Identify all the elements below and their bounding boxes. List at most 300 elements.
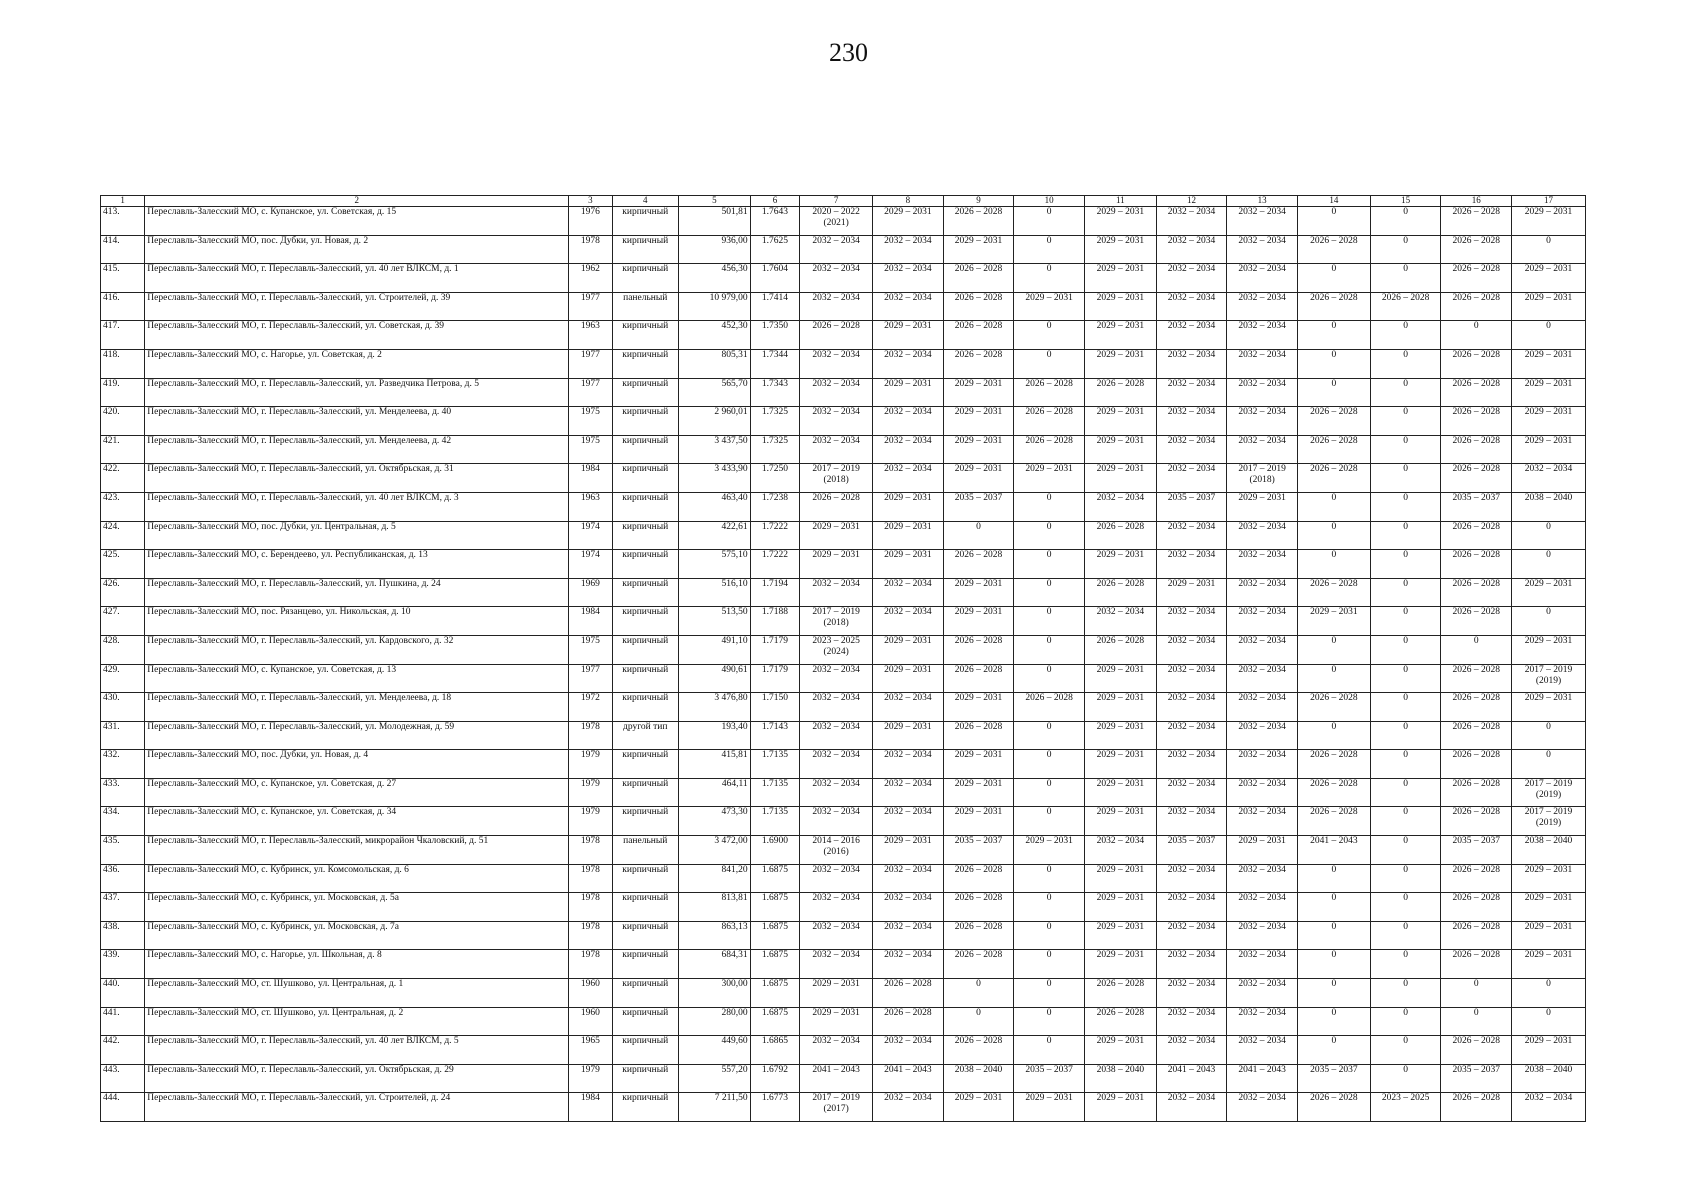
period-col-13-cell: 2032 – 2034 bbox=[1227, 550, 1298, 579]
period-col-13-cell: 2032 – 2034 bbox=[1227, 378, 1298, 407]
period-col-13-cell: 2032 – 2034 bbox=[1227, 435, 1298, 464]
row-number-cell: 438. bbox=[101, 921, 145, 950]
period-col-10-cell: 0 bbox=[1014, 1036, 1085, 1065]
wall-material-cell: кирпичный bbox=[612, 378, 678, 407]
period-col-9-cell: 0 bbox=[943, 1007, 1014, 1036]
period-col-16-cell: 2026 – 2028 bbox=[1441, 292, 1512, 321]
period-col-8-cell: 2029 – 2031 bbox=[873, 521, 944, 550]
period-col-10-cell: 0 bbox=[1014, 979, 1085, 1008]
period-col-8-cell: 2041 – 2043 bbox=[873, 1064, 944, 1093]
period-col-8-cell: 2032 – 2034 bbox=[873, 349, 944, 378]
period-col-10-cell: 0 bbox=[1014, 664, 1085, 693]
period-col-17-cell: 2029 – 2031 bbox=[1512, 1036, 1586, 1065]
period-col-15-cell: 0 bbox=[1370, 607, 1441, 636]
period-col-17-cell: 2029 – 2031 bbox=[1512, 950, 1586, 979]
period-col-9-cell: 2026 – 2028 bbox=[943, 864, 1014, 893]
priority-index-cell: 1.7238 bbox=[750, 492, 800, 521]
column-header-10: 10 bbox=[1014, 196, 1085, 207]
period-col-11-cell: 2029 – 2031 bbox=[1084, 893, 1156, 922]
period-col-14-cell: 2035 – 2037 bbox=[1298, 1064, 1371, 1093]
period-col-9-cell: 2026 – 2028 bbox=[943, 349, 1014, 378]
period-col-15-cell: 2026 – 2028 bbox=[1370, 292, 1441, 321]
period-col-17-cell: 2029 – 2031 bbox=[1512, 292, 1586, 321]
wall-material-cell: кирпичный bbox=[612, 1036, 678, 1065]
area-cell: 863,13 bbox=[678, 921, 750, 950]
period-col-15-cell: 0 bbox=[1370, 1036, 1441, 1065]
period-col-15-cell: 0 bbox=[1370, 807, 1441, 836]
address-cell: Переславль-Залесский МО, г. Переславль-Залесский, ул. Октябрьская, д. 31 bbox=[145, 464, 569, 493]
period-col-12-cell: 2032 – 2034 bbox=[1156, 292, 1227, 321]
wall-material-cell: кирпичный bbox=[612, 750, 678, 779]
address-cell: Переславль-Залесский МО, пос. Дубки, ул. Центральная, д. 5 bbox=[145, 521, 569, 550]
area-cell: 3 472,00 bbox=[678, 836, 750, 865]
wall-material-cell: кирпичный bbox=[612, 693, 678, 722]
period-col-14-cell: 2041 – 2043 bbox=[1298, 836, 1371, 865]
period-col-14-cell: 0 bbox=[1298, 1036, 1371, 1065]
period-col-14-cell: 2026 – 2028 bbox=[1298, 750, 1371, 779]
table-row bbox=[101, 1036, 1586, 1065]
period-col-16-cell: 2026 – 2028 bbox=[1441, 578, 1512, 607]
period-col-15-cell: 0 bbox=[1370, 321, 1441, 350]
period-col-9-cell: 2035 – 2037 bbox=[943, 836, 1014, 865]
period-col-15-cell: 0 bbox=[1370, 207, 1441, 236]
period-col-7-cell: 2029 – 2031 bbox=[800, 979, 873, 1008]
period-col-16-cell: 2026 – 2028 bbox=[1441, 607, 1512, 636]
wall-material-cell: кирпичный bbox=[612, 664, 678, 693]
year-built-cell: 1969 bbox=[569, 578, 612, 607]
period-col-10-cell: 0 bbox=[1014, 950, 1085, 979]
address-cell: Переславль-Залесский МО, с. Купанское, ул. Советская, д. 13 bbox=[145, 664, 569, 693]
year-built-cell: 1974 bbox=[569, 550, 612, 579]
period-col-8-cell: 2032 – 2034 bbox=[873, 693, 944, 722]
period-col-11-cell: 2029 – 2031 bbox=[1084, 950, 1156, 979]
address-cell: Переславль-Залесский МО, ст. Шушково, ул. Центральная, д. 1 bbox=[145, 979, 569, 1008]
priority-index-cell: 1.6875 bbox=[750, 979, 800, 1008]
row-number-cell: 441. bbox=[101, 1007, 145, 1036]
priority-index-cell: 1.7344 bbox=[750, 349, 800, 378]
period-col-10-cell: 0 bbox=[1014, 921, 1085, 950]
row-number-cell: 442. bbox=[101, 1036, 145, 1065]
priority-index-cell: 1.7194 bbox=[750, 578, 800, 607]
period-col-11-cell: 2038 – 2040 bbox=[1084, 1064, 1156, 1093]
period-col-13-cell: 2032 – 2034 bbox=[1227, 979, 1298, 1008]
address-cell: Переславль-Залесский МО, с. Купанское, ул. Советская, д. 34 bbox=[145, 807, 569, 836]
address-cell: Переславль-Залесский МО, г. Переславль-Залесский, ул. 40 лет ВЛКСМ, д. 1 bbox=[145, 264, 569, 293]
priority-index-cell: 1.7150 bbox=[750, 693, 800, 722]
wall-material-cell: кирпичный bbox=[612, 1064, 678, 1093]
period-col-8-cell: 2032 – 2034 bbox=[873, 778, 944, 807]
row-number-cell: 414. bbox=[101, 235, 145, 264]
wall-material-cell: кирпичный bbox=[612, 950, 678, 979]
period-col-11-cell: 2029 – 2031 bbox=[1084, 464, 1156, 493]
period-col-10-cell: 0 bbox=[1014, 349, 1085, 378]
wall-material-cell: кирпичный bbox=[612, 550, 678, 579]
period-col-11-cell: 2026 – 2028 bbox=[1084, 578, 1156, 607]
table-row bbox=[101, 492, 1586, 521]
wall-material-cell: кирпичный bbox=[612, 807, 678, 836]
row-number-cell: 423. bbox=[101, 492, 145, 521]
row-number-cell: 427. bbox=[101, 607, 145, 636]
period-col-11-cell: 2029 – 2031 bbox=[1084, 864, 1156, 893]
period-col-13-cell: 2032 – 2034 bbox=[1227, 349, 1298, 378]
table-row bbox=[101, 921, 1586, 950]
column-header-13: 13 bbox=[1227, 196, 1298, 207]
address-cell: Переславль-Залесский МО, г. Переславль-Залесский, ул. Кардовского, д. 32 bbox=[145, 635, 569, 664]
priority-index-cell: 1.6875 bbox=[750, 921, 800, 950]
period-col-11-cell: 2026 – 2028 bbox=[1084, 979, 1156, 1008]
period-col-9-cell: 2035 – 2037 bbox=[943, 492, 1014, 521]
period-col-17-cell: 2017 – 2019 (2019) bbox=[1512, 807, 1586, 836]
area-cell: 193,40 bbox=[678, 721, 750, 750]
period-col-17-cell: 2017 – 2019 (2019) bbox=[1512, 778, 1586, 807]
period-col-13-cell: 2032 – 2034 bbox=[1227, 721, 1298, 750]
area-cell: 7 211,50 bbox=[678, 1093, 750, 1122]
period-col-13-cell: 2029 – 2031 bbox=[1227, 836, 1298, 865]
row-number-cell: 413. bbox=[101, 207, 145, 236]
period-col-11-cell: 2029 – 2031 bbox=[1084, 1093, 1156, 1122]
priority-index-cell: 1.7179 bbox=[750, 664, 800, 693]
period-col-12-cell: 2032 – 2034 bbox=[1156, 235, 1227, 264]
table-row bbox=[101, 464, 1586, 493]
row-number-cell: 417. bbox=[101, 321, 145, 350]
table-row bbox=[101, 292, 1586, 321]
period-col-16-cell: 0 bbox=[1441, 321, 1512, 350]
row-number-cell: 437. bbox=[101, 893, 145, 922]
period-col-9-cell: 2029 – 2031 bbox=[943, 750, 1014, 779]
period-col-17-cell: 2029 – 2031 bbox=[1512, 578, 1586, 607]
period-col-12-cell: 2035 – 2037 bbox=[1156, 492, 1227, 521]
area-cell: 473,30 bbox=[678, 807, 750, 836]
period-col-16-cell: 2026 – 2028 bbox=[1441, 521, 1512, 550]
area-cell: 490,61 bbox=[678, 664, 750, 693]
period-col-9-cell: 2029 – 2031 bbox=[943, 378, 1014, 407]
period-col-8-cell: 2029 – 2031 bbox=[873, 378, 944, 407]
period-col-12-cell: 2032 – 2034 bbox=[1156, 464, 1227, 493]
period-col-12-cell: 2032 – 2034 bbox=[1156, 349, 1227, 378]
address-cell: Переславль-Залесский МО, г. Переславль-Залесский, ул. Октябрьская, д. 29 bbox=[145, 1064, 569, 1093]
period-col-15-cell: 0 bbox=[1370, 521, 1441, 550]
period-col-14-cell: 0 bbox=[1298, 664, 1371, 693]
area-cell: 557,20 bbox=[678, 1064, 750, 1093]
period-col-8-cell: 2026 – 2028 bbox=[873, 1007, 944, 1036]
period-col-12-cell: 2032 – 2034 bbox=[1156, 607, 1227, 636]
period-col-13-cell: 2029 – 2031 bbox=[1227, 492, 1298, 521]
period-col-9-cell: 2029 – 2031 bbox=[943, 1093, 1014, 1122]
period-col-13-cell: 2032 – 2034 bbox=[1227, 664, 1298, 693]
period-col-13-cell: 2032 – 2034 bbox=[1227, 207, 1298, 236]
table-row bbox=[101, 264, 1586, 293]
row-number-cell: 418. bbox=[101, 349, 145, 378]
table-row bbox=[101, 778, 1586, 807]
table-row bbox=[101, 207, 1586, 236]
table-row bbox=[101, 378, 1586, 407]
period-col-10-cell: 0 bbox=[1014, 893, 1085, 922]
period-col-12-cell: 2032 – 2034 bbox=[1156, 921, 1227, 950]
period-col-9-cell: 2029 – 2031 bbox=[943, 578, 1014, 607]
table-row bbox=[101, 321, 1586, 350]
period-col-14-cell: 0 bbox=[1298, 550, 1371, 579]
period-col-14-cell: 2026 – 2028 bbox=[1298, 693, 1371, 722]
period-col-17-cell: 0 bbox=[1512, 550, 1586, 579]
period-col-17-cell: 2029 – 2031 bbox=[1512, 378, 1586, 407]
year-built-cell: 1974 bbox=[569, 521, 612, 550]
wall-material-cell: кирпичный bbox=[612, 264, 678, 293]
period-col-15-cell: 0 bbox=[1370, 1007, 1441, 1036]
period-col-9-cell: 2038 – 2040 bbox=[943, 1064, 1014, 1093]
column-header-14: 14 bbox=[1298, 196, 1371, 207]
period-col-14-cell: 2026 – 2028 bbox=[1298, 407, 1371, 436]
period-col-17-cell: 0 bbox=[1512, 979, 1586, 1008]
period-col-12-cell: 2032 – 2034 bbox=[1156, 435, 1227, 464]
period-col-11-cell: 2029 – 2031 bbox=[1084, 693, 1156, 722]
period-col-7-cell: 2029 – 2031 bbox=[800, 1007, 873, 1036]
period-col-9-cell: 2029 – 2031 bbox=[943, 807, 1014, 836]
period-col-13-cell: 2032 – 2034 bbox=[1227, 578, 1298, 607]
period-col-9-cell: 0 bbox=[943, 979, 1014, 1008]
period-col-10-cell: 0 bbox=[1014, 207, 1085, 236]
period-col-8-cell: 2032 – 2034 bbox=[873, 578, 944, 607]
period-col-13-cell: 2032 – 2034 bbox=[1227, 864, 1298, 893]
period-col-7-cell: 2032 – 2034 bbox=[800, 1036, 873, 1065]
wall-material-cell: кирпичный bbox=[612, 521, 678, 550]
period-col-8-cell: 2029 – 2031 bbox=[873, 550, 944, 579]
period-col-15-cell: 0 bbox=[1370, 435, 1441, 464]
row-number-cell: 444. bbox=[101, 1093, 145, 1122]
wall-material-cell: кирпичный bbox=[612, 1007, 678, 1036]
period-col-11-cell: 2029 – 2031 bbox=[1084, 721, 1156, 750]
priority-index-cell: 1.7325 bbox=[750, 435, 800, 464]
period-col-12-cell: 2032 – 2034 bbox=[1156, 950, 1227, 979]
period-col-15-cell: 0 bbox=[1370, 550, 1441, 579]
period-col-9-cell: 2026 – 2028 bbox=[943, 207, 1014, 236]
address-cell: Переславль-Залесский МО, г. Переславль-Залесский, ул. 40 лет ВЛКСМ, д. 5 bbox=[145, 1036, 569, 1065]
column-header-4: 4 bbox=[612, 196, 678, 207]
year-built-cell: 1978 bbox=[569, 721, 612, 750]
period-col-10-cell: 0 bbox=[1014, 635, 1085, 664]
period-col-10-cell: 0 bbox=[1014, 750, 1085, 779]
period-col-15-cell: 0 bbox=[1370, 693, 1441, 722]
period-col-8-cell: 2032 – 2034 bbox=[873, 607, 944, 636]
year-built-cell: 1984 bbox=[569, 607, 612, 636]
address-cell: Переславль-Залесский МО, г. Переславль-Залесский, ул. Разведчика Петрова, д. 5 bbox=[145, 378, 569, 407]
period-col-7-cell: 2014 – 2016 (2016) bbox=[800, 836, 873, 865]
period-col-11-cell: 2029 – 2031 bbox=[1084, 407, 1156, 436]
period-col-14-cell: 0 bbox=[1298, 893, 1371, 922]
period-col-9-cell: 2026 – 2028 bbox=[943, 292, 1014, 321]
row-number-cell: 422. bbox=[101, 464, 145, 493]
period-col-7-cell: 2032 – 2034 bbox=[800, 721, 873, 750]
period-col-16-cell: 0 bbox=[1441, 979, 1512, 1008]
period-col-7-cell: 2032 – 2034 bbox=[800, 407, 873, 436]
period-col-12-cell: 2032 – 2034 bbox=[1156, 635, 1227, 664]
period-col-15-cell: 0 bbox=[1370, 349, 1441, 378]
period-col-13-cell: 2032 – 2034 bbox=[1227, 292, 1298, 321]
address-cell: Переславль-Залесский МО, г. Переславль-Залесский, ул. Строителей, д. 39 bbox=[145, 292, 569, 321]
priority-index-cell: 1.7604 bbox=[750, 264, 800, 293]
year-built-cell: 1975 bbox=[569, 407, 612, 436]
period-col-16-cell: 0 bbox=[1441, 1007, 1512, 1036]
area-cell: 684,31 bbox=[678, 950, 750, 979]
period-col-8-cell: 2032 – 2034 bbox=[873, 864, 944, 893]
wall-material-cell: кирпичный bbox=[612, 407, 678, 436]
period-col-13-cell: 2041 – 2043 bbox=[1227, 1064, 1298, 1093]
period-col-15-cell: 0 bbox=[1370, 264, 1441, 293]
wall-material-cell: кирпичный bbox=[612, 607, 678, 636]
period-col-8-cell: 2032 – 2034 bbox=[873, 1036, 944, 1065]
year-built-cell: 1984 bbox=[569, 464, 612, 493]
wall-material-cell: кирпичный bbox=[612, 979, 678, 1008]
period-col-15-cell: 0 bbox=[1370, 893, 1441, 922]
wall-material-cell: другой тип bbox=[612, 721, 678, 750]
period-col-9-cell: 2029 – 2031 bbox=[943, 464, 1014, 493]
address-cell: Переславль-Залесский МО, г. Переславль-Залесский, ул. Молодежная, д. 59 bbox=[145, 721, 569, 750]
priority-index-cell: 1.6865 bbox=[750, 1036, 800, 1065]
period-col-12-cell: 2029 – 2031 bbox=[1156, 578, 1227, 607]
period-col-7-cell: 2029 – 2031 bbox=[800, 550, 873, 579]
period-col-17-cell: 2029 – 2031 bbox=[1512, 864, 1586, 893]
period-col-11-cell: 2029 – 2031 bbox=[1084, 292, 1156, 321]
table-row bbox=[101, 435, 1586, 464]
period-col-10-cell: 0 bbox=[1014, 1007, 1085, 1036]
area-cell: 491,10 bbox=[678, 635, 750, 664]
period-col-17-cell: 0 bbox=[1512, 607, 1586, 636]
period-col-16-cell: 2026 – 2028 bbox=[1441, 464, 1512, 493]
area-cell: 501,81 bbox=[678, 207, 750, 236]
period-col-11-cell: 2029 – 2031 bbox=[1084, 750, 1156, 779]
period-col-15-cell: 0 bbox=[1370, 378, 1441, 407]
table-row bbox=[101, 521, 1586, 550]
column-header-15: 15 bbox=[1370, 196, 1441, 207]
period-col-12-cell: 2035 – 2037 bbox=[1156, 836, 1227, 865]
row-number-cell: 429. bbox=[101, 664, 145, 693]
area-cell: 3 437,50 bbox=[678, 435, 750, 464]
priority-index-cell: 1.7250 bbox=[750, 464, 800, 493]
year-built-cell: 1978 bbox=[569, 864, 612, 893]
area-cell: 300,00 bbox=[678, 979, 750, 1008]
period-col-10-cell: 0 bbox=[1014, 607, 1085, 636]
year-built-cell: 1978 bbox=[569, 836, 612, 865]
period-col-12-cell: 2032 – 2034 bbox=[1156, 264, 1227, 293]
period-col-7-cell: 2032 – 2034 bbox=[800, 664, 873, 693]
priority-index-cell: 1.7188 bbox=[750, 607, 800, 636]
address-cell: Переславль-Залесский МО, с. Кубринск, ул. Московская, д. 5а bbox=[145, 893, 569, 922]
period-col-11-cell: 2026 – 2028 bbox=[1084, 521, 1156, 550]
period-col-13-cell: 2032 – 2034 bbox=[1227, 1093, 1298, 1122]
period-col-14-cell: 0 bbox=[1298, 921, 1371, 950]
period-col-14-cell: 0 bbox=[1298, 492, 1371, 521]
period-col-11-cell: 2029 – 2031 bbox=[1084, 550, 1156, 579]
address-cell: Переславль-Залесский МО, г. Переславль-Залесский, ул. Пушкина, д. 24 bbox=[145, 578, 569, 607]
period-col-14-cell: 2029 – 2031 bbox=[1298, 607, 1371, 636]
address-cell: Переславль-Залесский МО, г. Переславль-Залесский, ул. Менделеева, д. 40 bbox=[145, 407, 569, 436]
area-cell: 805,31 bbox=[678, 349, 750, 378]
period-col-15-cell: 0 bbox=[1370, 578, 1441, 607]
area-cell: 936,00 bbox=[678, 235, 750, 264]
period-col-7-cell: 2023 – 2025 (2024) bbox=[800, 635, 873, 664]
period-col-8-cell: 2032 – 2034 bbox=[873, 407, 944, 436]
area-cell: 3 476,80 bbox=[678, 693, 750, 722]
area-cell: 452,30 bbox=[678, 321, 750, 350]
year-built-cell: 1962 bbox=[569, 264, 612, 293]
row-number-cell: 436. bbox=[101, 864, 145, 893]
table-row bbox=[101, 1093, 1586, 1122]
period-col-10-cell: 0 bbox=[1014, 492, 1085, 521]
column-header-16: 16 bbox=[1441, 196, 1512, 207]
period-col-11-cell: 2029 – 2031 bbox=[1084, 349, 1156, 378]
period-col-7-cell: 2032 – 2034 bbox=[800, 750, 873, 779]
period-col-16-cell: 2026 – 2028 bbox=[1441, 807, 1512, 836]
page-number: 230 bbox=[829, 38, 868, 67]
row-number-cell: 421. bbox=[101, 435, 145, 464]
period-col-7-cell: 2032 – 2034 bbox=[800, 778, 873, 807]
period-col-8-cell: 2032 – 2034 bbox=[873, 464, 944, 493]
period-col-9-cell: 2026 – 2028 bbox=[943, 893, 1014, 922]
row-number-cell: 443. bbox=[101, 1064, 145, 1093]
period-col-16-cell: 2026 – 2028 bbox=[1441, 864, 1512, 893]
period-col-15-cell: 0 bbox=[1370, 635, 1441, 664]
period-col-14-cell: 2026 – 2028 bbox=[1298, 1093, 1371, 1122]
period-col-13-cell: 2032 – 2034 bbox=[1227, 607, 1298, 636]
period-col-11-cell: 2026 – 2028 bbox=[1084, 378, 1156, 407]
period-col-7-cell: 2032 – 2034 bbox=[800, 950, 873, 979]
period-col-11-cell: 2029 – 2031 bbox=[1084, 1036, 1156, 1065]
period-col-11-cell: 2032 – 2034 bbox=[1084, 836, 1156, 865]
period-col-8-cell: 2032 – 2034 bbox=[873, 893, 944, 922]
area-cell: 280,00 bbox=[678, 1007, 750, 1036]
row-number-cell: 428. bbox=[101, 635, 145, 664]
period-col-14-cell: 0 bbox=[1298, 378, 1371, 407]
table-row bbox=[101, 1007, 1586, 1036]
year-built-cell: 1965 bbox=[569, 1036, 612, 1065]
column-header-12: 12 bbox=[1156, 196, 1227, 207]
year-built-cell: 1975 bbox=[569, 435, 612, 464]
address-cell: Переславль-Залесский МО, с. Кубринск, ул. Комсомольская, д. 6 bbox=[145, 864, 569, 893]
period-col-17-cell: 0 bbox=[1512, 321, 1586, 350]
area-cell: 565,70 bbox=[678, 378, 750, 407]
period-col-10-cell: 2035 – 2037 bbox=[1014, 1064, 1085, 1093]
period-col-16-cell: 2035 – 2037 bbox=[1441, 1064, 1512, 1093]
period-col-17-cell: 2038 – 2040 bbox=[1512, 836, 1586, 865]
period-col-12-cell: 2032 – 2034 bbox=[1156, 721, 1227, 750]
period-col-17-cell: 2017 – 2019 (2019) bbox=[1512, 664, 1586, 693]
period-col-11-cell: 2029 – 2031 bbox=[1084, 921, 1156, 950]
period-col-16-cell: 2026 – 2028 bbox=[1441, 264, 1512, 293]
period-col-12-cell: 2032 – 2034 bbox=[1156, 893, 1227, 922]
period-col-16-cell: 2026 – 2028 bbox=[1441, 921, 1512, 950]
priority-index-cell: 1.7135 bbox=[750, 807, 800, 836]
period-col-13-cell: 2032 – 2034 bbox=[1227, 778, 1298, 807]
period-col-13-cell: 2032 – 2034 bbox=[1227, 693, 1298, 722]
priority-index-cell: 1.7222 bbox=[750, 521, 800, 550]
period-col-7-cell: 2032 – 2034 bbox=[800, 921, 873, 950]
priority-index-cell: 1.7135 bbox=[750, 750, 800, 779]
column-header-7: 7 bbox=[800, 196, 873, 207]
year-built-cell: 1979 bbox=[569, 750, 612, 779]
year-built-cell: 1963 bbox=[569, 321, 612, 350]
table-row bbox=[101, 550, 1586, 579]
period-col-8-cell: 2032 – 2034 bbox=[873, 264, 944, 293]
period-col-8-cell: 2029 – 2031 bbox=[873, 492, 944, 521]
period-col-10-cell: 2026 – 2028 bbox=[1014, 435, 1085, 464]
address-cell: Переславль-Залесский МО, с. Купанское, ул. Советская, д. 27 bbox=[145, 778, 569, 807]
period-col-12-cell: 2032 – 2034 bbox=[1156, 207, 1227, 236]
period-col-17-cell: 2029 – 2031 bbox=[1512, 407, 1586, 436]
period-col-14-cell: 0 bbox=[1298, 635, 1371, 664]
period-col-10-cell: 0 bbox=[1014, 807, 1085, 836]
housing-registry-table bbox=[100, 195, 1586, 1122]
period-col-11-cell: 2029 – 2031 bbox=[1084, 235, 1156, 264]
table-row bbox=[101, 836, 1586, 865]
